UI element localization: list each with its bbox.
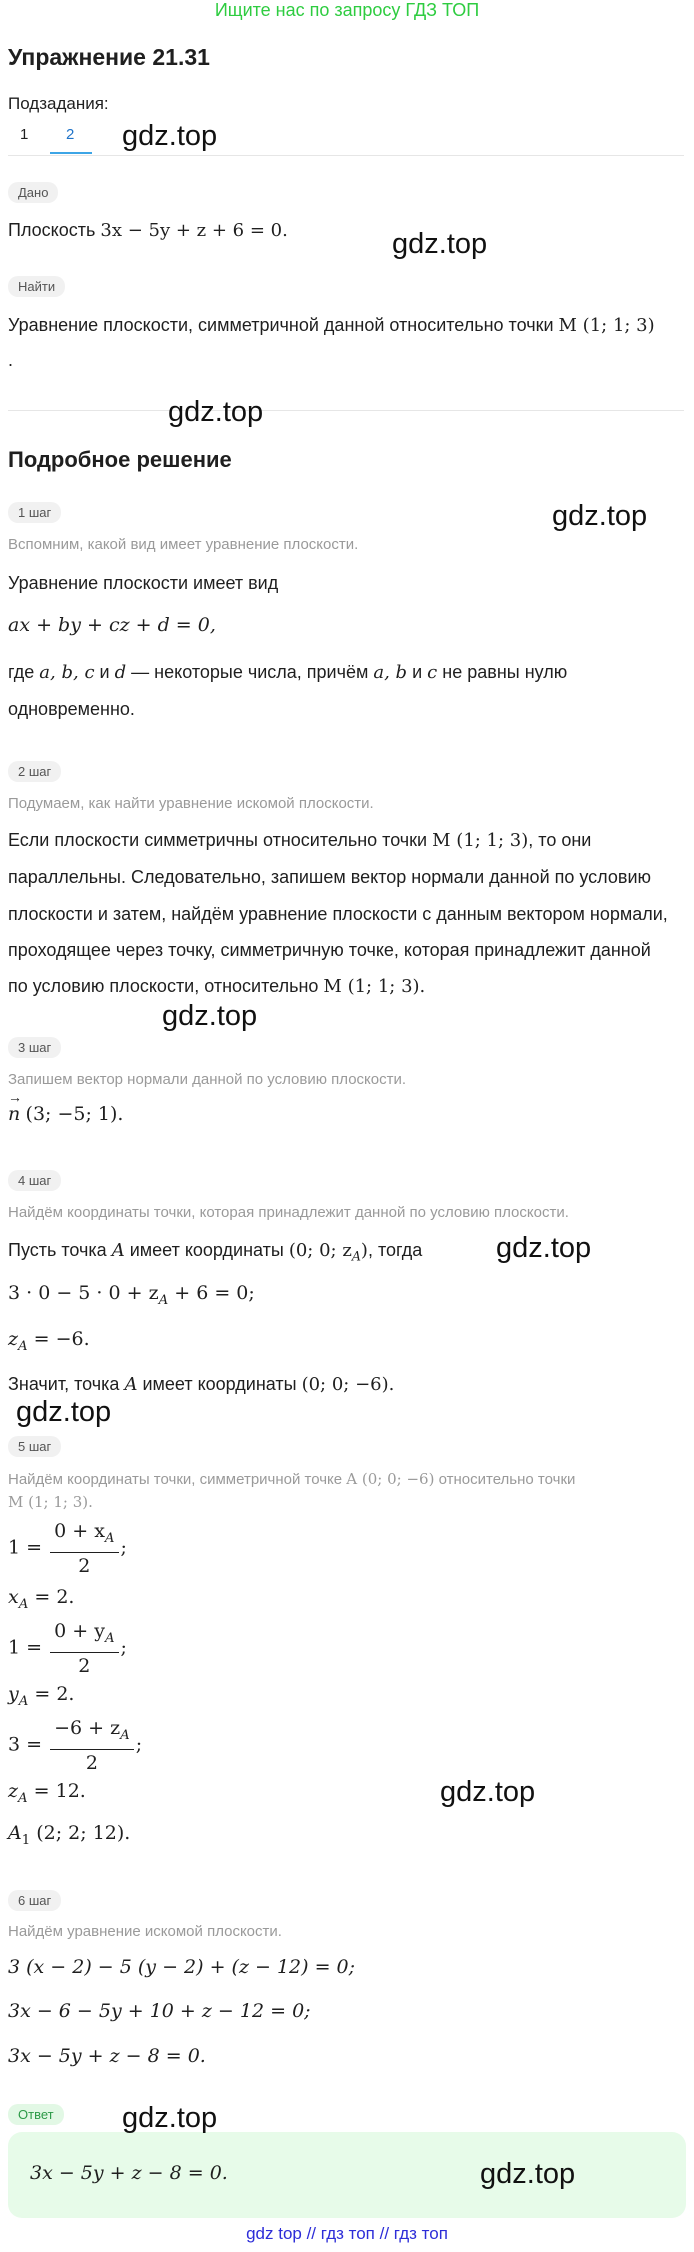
equation: $z_A = -6$. (8, 1328, 90, 1354)
step-badge: 3 шаг (8, 1037, 61, 1058)
equation: $3 \cdot 0 - 5 \cdot 0 + z_A + 6 = 0$; (8, 1282, 255, 1308)
equation: 3x − 6 − 5y + 10 + z − 12 = 0; (8, 2000, 311, 2022)
page-title: Упражнение 21.31 (8, 44, 210, 70)
step-hint: Вспомним, какой вид имеет уравнение плоскости. (8, 536, 359, 553)
step-hint: Найдём координаты точки, которая принадлежит данной по условию плоскости. (8, 1204, 569, 1221)
normal-vector: → n (3; −5; 1). (8, 1089, 124, 1125)
find-point: M (1; 1; 3) (558, 315, 655, 336)
step-text: параллельны. Следовательно, запишем вектор нормали данной по условию (8, 867, 652, 887)
step-text: где a, b, c и d — некоторые числа, причём a, b и c не равны нулю (8, 662, 568, 683)
watermark: gdz.top (162, 1000, 258, 1032)
watermark: gdz.top (480, 2158, 576, 2190)
given-text: Плоскость 3x − 5y + z + 6 = 0. (8, 220, 288, 241)
watermark: gdz.top (122, 2102, 218, 2134)
answer-equation: 3x − 5y + z − 8 = 0. (30, 2162, 228, 2184)
symmetric-point: $A_1$ (2; 2; 12). (8, 1822, 131, 1848)
answer-badge: Ответ (8, 2104, 64, 2125)
step-text: плоскости и затем, найдём уравнение плоскости с данным вектором нормали, (8, 904, 668, 924)
step-badge: 1 шаг (8, 502, 61, 523)
watermark: gdz.top (168, 396, 264, 428)
step-text: Значит, точка A имеет координаты (0; 0; −6). (8, 1374, 395, 1395)
step-badge: 5 шаг (8, 1436, 61, 1457)
divider (8, 155, 684, 156)
plane-general-equation: ax + by + cz + d = 0, (8, 614, 216, 636)
watermark: gdz.top (392, 228, 488, 260)
solution-title: Подробное решение (8, 447, 232, 472)
step-hint: M (1; 1; 3). (8, 1493, 93, 1511)
step-text: по условию плоскости, относительно M (1; 1; 3). (8, 976, 426, 997)
step-text: одновременно. (8, 699, 135, 719)
step-hint: Найдём уравнение искомой плоскости. (8, 1923, 282, 1940)
footer-links[interactable]: gdz top // гдз топ // гдз топ (246, 2224, 448, 2243)
tab-1[interactable]: 1 (20, 126, 29, 143)
subtasks-label: Подзадания: (8, 94, 109, 113)
tab-2[interactable]: 2 (66, 126, 75, 143)
find-text: Уравнение плоскости, симметричной данной относительно точки M (1; 1; 3) (8, 315, 655, 336)
step-text: Уравнение плоскости имеет вид (8, 573, 279, 593)
equation: 3x − 5y + z − 8 = 0. (8, 2045, 206, 2067)
step-hint: Найдём координаты точки, симметричной точке A (0; 0; −6) относительно точки (8, 1470, 576, 1488)
equation: $z_A = 12$. (8, 1780, 86, 1806)
find-dot: . (8, 350, 14, 370)
top-link[interactable]: Ищите нас по запросу ГДЗ ТОП (214, 0, 480, 20)
step-badge: 2 шаг (8, 761, 61, 782)
watermark: gdz.top (16, 1396, 112, 1428)
step-badge: 4 шаг (8, 1170, 61, 1191)
watermark: gdz.top (552, 500, 648, 532)
equation: $y_A = 2$. (8, 1683, 75, 1709)
tab-active-indicator (50, 152, 92, 154)
step-hint: Запишем вектор нормали данной по условию плоскости. (8, 1071, 407, 1088)
fraction-equation: 1 = $\frac{0 + x_A}{2}$ ; (8, 1520, 127, 1577)
step-text: Если плоскости симметричны относительно точки M (1; 1; 3), то они (8, 830, 592, 851)
divider (8, 410, 684, 411)
fraction-equation: 1 = $\frac{0 + y_A}{2}$ ; (8, 1620, 127, 1677)
step-hint: Подумаем, как найти уравнение искомой плоскости. (8, 795, 374, 812)
given-equation: 3x − 5y + z + 6 = 0. (100, 220, 288, 241)
step-text: Пусть точка A имеет координаты (0; 0; $z_A$), тогда (8, 1240, 423, 1264)
watermark: gdz.top (440, 1776, 536, 1808)
equation: 3 (x − 2) − 5 (y − 2) + (z − 12) = 0; (8, 1956, 356, 1978)
step-badge: 6 шаг (8, 1890, 61, 1911)
step-text: проходящее через точку, симметричную точке, которая принадлежит данной (8, 940, 651, 960)
watermark: gdz.top (122, 120, 218, 152)
watermark: gdz.top (496, 1232, 592, 1264)
fraction-equation: 3 = $\frac{-6 + z_A}{2}$ ; (8, 1717, 143, 1774)
given-badge: Дано (8, 182, 58, 203)
equation: $x_A = 2$. (8, 1586, 75, 1612)
find-badge: Найти (8, 276, 65, 297)
